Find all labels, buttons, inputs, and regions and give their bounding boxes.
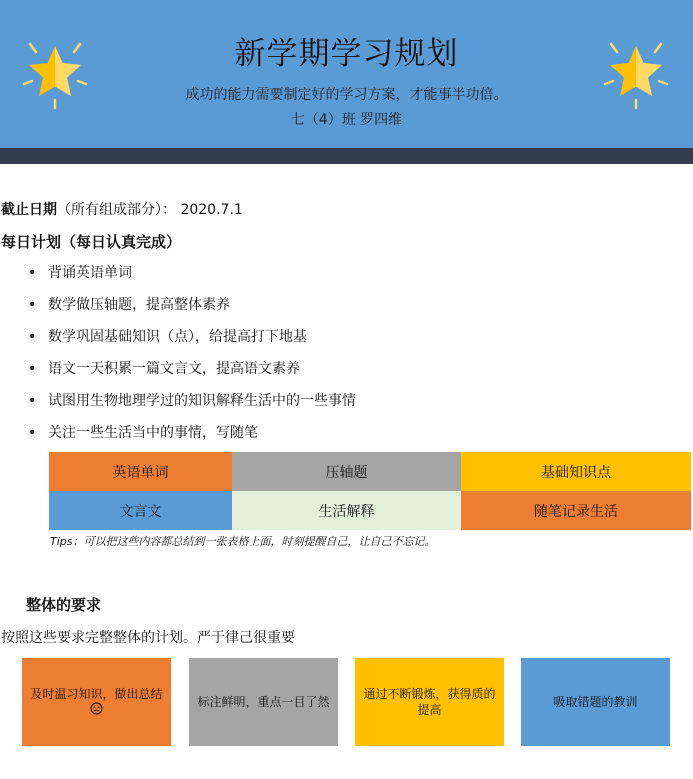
list-item: • 试图用生物地理学过的知识解释生活中的一些事情 <box>28 390 356 422</box>
daily-plan-list <box>28 262 356 454</box>
table-cell: 生活解释 <box>232 491 461 530</box>
face-icon <box>90 702 103 715</box>
table-row <box>49 491 691 530</box>
deadline-label: 截止日期 <box>1 202 57 218</box>
requirement-card-content <box>30 686 162 719</box>
requirement-card <box>22 658 171 746</box>
requirement-card-text: 及时温习知识，做出总结 <box>30 686 163 701</box>
requirement-card <box>521 658 670 746</box>
list-item: • 语文一天积累一篇文言文，提高语文素养 <box>28 358 356 390</box>
page-subtitle: 成功的能力需要制定好的学习方案，才能事半功倍。 <box>185 87 508 103</box>
table-cell: 随笔记录生活 <box>461 491 691 530</box>
list-item: • 数学巩固基础知识（点），给提高打下地基 <box>28 326 356 358</box>
table-cell: 基础知识点 <box>461 452 691 491</box>
deadline-qualifier: （所有组成部分）： <box>57 202 176 218</box>
list-item: • 背诵英语单词 <box>28 262 356 294</box>
header-bar <box>0 148 693 164</box>
table-row <box>49 452 691 491</box>
tips-note: Tips：可以把这些内容都总结到一张表格上面，时刻提醒自己，让自己不忘记。 <box>50 535 436 548</box>
requirement-card <box>355 658 504 746</box>
deadline-line <box>1 199 243 219</box>
summary-table <box>49 452 691 530</box>
requirement-card <box>189 658 338 746</box>
requirement-card-text: 吸取错题的教训 <box>553 695 638 709</box>
daily-plan-heading: 每日计划（每日认真完成） <box>1 233 182 251</box>
requirements-intro: 按照这些要求完整整体的计划。严于律己很重要 <box>1 630 295 646</box>
list-item: • 数学做压轴题，提高整体素养 <box>28 294 356 326</box>
page-title: 新学期学习规划 <box>234 36 459 72</box>
list-item: • 关注一些生活当中的事情，写随笔 <box>28 422 356 454</box>
deadline-date: 2020.7.1 <box>180 202 243 218</box>
table-cell: 压轴题 <box>232 452 461 491</box>
table-cell: 文言文 <box>49 491 232 530</box>
author-line: 七（4）班 罗四维 <box>290 112 403 128</box>
requirement-card-text: 通过不断锻炼，获得质的提高 <box>363 687 496 717</box>
requirements-heading: 整体的要求 <box>26 596 102 614</box>
table-cell: 英语单词 <box>49 452 232 491</box>
requirement-card-text: 标注鲜明，重点一目了然 <box>197 695 330 709</box>
